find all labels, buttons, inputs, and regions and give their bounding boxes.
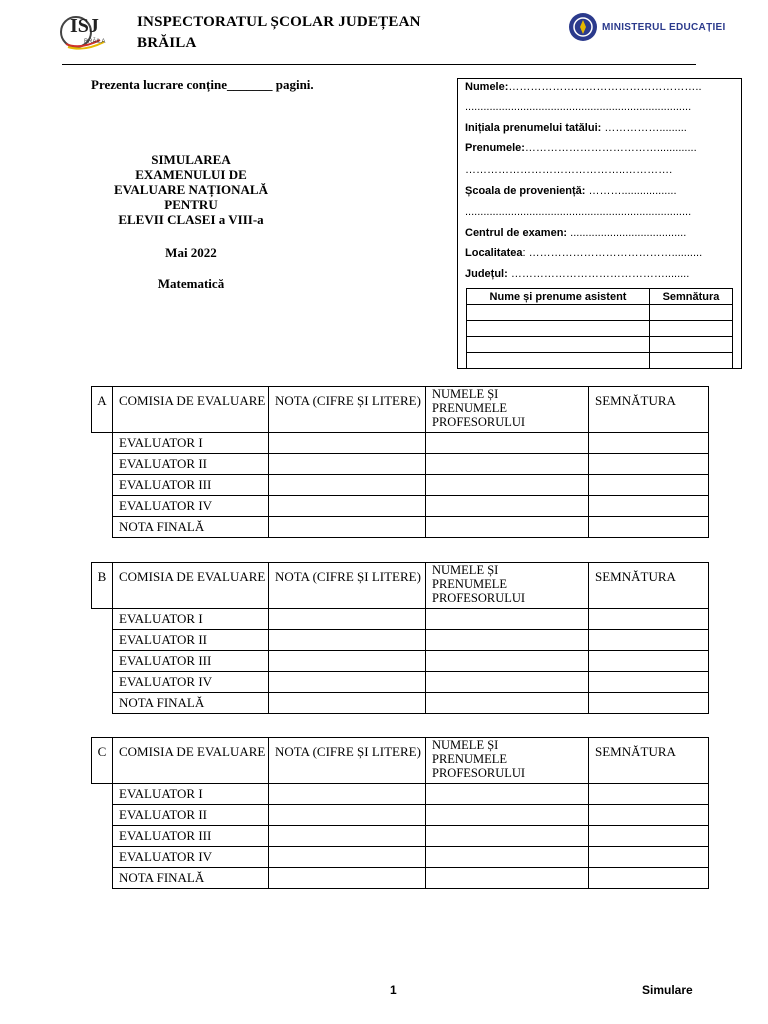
assistant-name-cell[interactable] <box>467 321 650 337</box>
numele-header-line: PRENUMELE <box>432 577 507 591</box>
teacher-name-cell[interactable] <box>426 805 589 826</box>
teacher-name-cell[interactable] <box>426 496 589 517</box>
evaluator-label: EVALUATOR IV <box>113 496 269 517</box>
field-prenume-label: Prenumele: <box>465 142 525 154</box>
isj-logo <box>60 10 116 52</box>
field-prenume[interactable] <box>465 142 735 154</box>
section-letter: B <box>92 563 113 609</box>
exam-title-line: PENTRU <box>164 197 218 212</box>
assistant-table <box>466 288 733 369</box>
final-grade-label: NOTA FINALĂ <box>113 693 269 714</box>
section-letter: A <box>92 387 113 433</box>
numele-header-line: PROFESORULUI <box>432 766 526 780</box>
nota-header: NOTA (CIFRE ȘI LITERE) <box>269 387 426 433</box>
grade-cell[interactable] <box>269 475 426 496</box>
assistant-signature-cell[interactable] <box>650 305 733 321</box>
pages-count-line: Prezenta lucrare conține_______ pagini. <box>91 77 314 92</box>
candidate-info-box <box>457 78 742 369</box>
signature-cell[interactable] <box>589 475 709 496</box>
numele-header <box>426 738 589 784</box>
assistant-signature-cell[interactable] <box>650 353 733 369</box>
nota-header: NOTA (CIFRE ȘI LITERE) <box>269 738 426 784</box>
grade-cell[interactable] <box>269 693 426 714</box>
evaluator-label: EVALUATOR I <box>113 609 269 630</box>
section-letter: C <box>92 738 113 784</box>
evaluator-label: EVALUATOR II <box>113 805 269 826</box>
signature-cell[interactable] <box>589 784 709 805</box>
teacher-name-cell[interactable] <box>426 651 589 672</box>
footer-label: Simulare <box>642 983 693 997</box>
field-localitate-label: Localitatea <box>465 247 523 259</box>
grade-cell[interactable] <box>269 672 426 693</box>
grade-cell[interactable] <box>269 630 426 651</box>
signature-cell[interactable] <box>589 433 709 454</box>
field-prenume-continued[interactable] <box>465 164 735 176</box>
dotted-line: ……………………………………..…………. <box>465 164 673 176</box>
institution-title-line1: INSPECTORATUL ȘCOLAR JUDEȚEAN <box>137 14 421 30</box>
field-centru-label: Centrul de examen: <box>465 227 568 239</box>
field-centru-dots: ...................................... <box>570 227 687 239</box>
assistant-name-cell[interactable] <box>467 305 650 321</box>
grade-cell[interactable] <box>269 609 426 630</box>
evaluation-table-b <box>91 562 709 714</box>
signature-cell[interactable] <box>589 609 709 630</box>
teacher-name-cell[interactable] <box>426 630 589 651</box>
signature-cell[interactable] <box>589 868 709 889</box>
field-initiala[interactable] <box>465 122 735 134</box>
field-prenume-dots: ………………………………............. <box>524 142 697 154</box>
grade-cell[interactable] <box>269 517 426 538</box>
evaluator-label: EVALUATOR III <box>113 651 269 672</box>
ministry-logo <box>568 12 726 42</box>
header-divider <box>62 64 696 65</box>
signature-cell[interactable] <box>589 693 709 714</box>
teacher-name-cell[interactable] <box>426 475 589 496</box>
page-number: 1 <box>390 983 397 997</box>
exam-title-line: SIMULAREA <box>151 152 231 167</box>
teacher-name-cell[interactable] <box>426 454 589 475</box>
ministry-name: MINISTERUL EDUCAȚIEI <box>602 21 726 33</box>
comisia-header: COMISIA DE EVALUARE <box>113 387 269 433</box>
numele-header-line: PROFESORULUI <box>432 415 526 429</box>
grade-cell[interactable] <box>269 805 426 826</box>
final-grade-label: NOTA FINALĂ <box>113 868 269 889</box>
signature-cell[interactable] <box>589 630 709 651</box>
numele-header-line: PROFESORULUI <box>432 591 526 605</box>
grade-cell[interactable] <box>269 826 426 847</box>
assistant-signature-header: Semnătura <box>650 289 733 305</box>
field-scoala-label: Școala de proveniență: <box>465 185 586 197</box>
grade-cell[interactable] <box>269 847 426 868</box>
teacher-name-cell[interactable] <box>426 826 589 847</box>
field-scoala[interactable] <box>465 185 735 197</box>
numele-header <box>426 563 589 609</box>
signature-cell[interactable] <box>589 651 709 672</box>
field-judet[interactable] <box>465 268 735 280</box>
assistant-name-cell[interactable] <box>467 337 650 353</box>
grade-cell[interactable] <box>269 784 426 805</box>
field-numele-continued[interactable] <box>465 101 735 113</box>
field-centru[interactable] <box>465 227 735 239</box>
assistant-signature-cell[interactable] <box>650 337 733 353</box>
exam-title-line: EVALUARE NAȚIONALĂ <box>114 182 268 197</box>
grade-cell[interactable] <box>269 433 426 454</box>
numele-header-line: PRENUMELE <box>432 752 507 766</box>
exam-date: Mai 2022 <box>165 245 217 260</box>
isj-logo-subtext: BRĂILA <box>84 39 106 45</box>
teacher-name-cell[interactable] <box>426 847 589 868</box>
institution-title-line2: BRĂILA <box>137 35 197 51</box>
comisia-header: COMISIA DE EVALUARE <box>113 563 269 609</box>
ministry-crest-icon <box>568 12 598 42</box>
teacher-name-cell[interactable] <box>426 433 589 454</box>
semnatura-header: SEMNĂTURA <box>589 738 709 784</box>
dotted-line: .......................................................................... <box>465 101 692 113</box>
institution-title <box>137 12 421 54</box>
comisia-header: COMISIA DE EVALUARE <box>113 738 269 784</box>
evaluation-table-c <box>91 737 709 889</box>
isj-logo-text: ISJ <box>70 15 99 37</box>
teacher-name-cell[interactable] <box>426 784 589 805</box>
dotted-line: .......................................................................... <box>465 206 692 218</box>
evaluator-label: EVALUATOR III <box>113 826 269 847</box>
field-localitate[interactable] <box>465 247 735 259</box>
evaluation-table-a <box>91 386 709 538</box>
evaluator-label: EVALUATOR II <box>113 454 269 475</box>
signature-cell[interactable] <box>589 517 709 538</box>
numele-header-line: NUMELE ȘI <box>432 387 499 401</box>
teacher-name-cell[interactable] <box>426 672 589 693</box>
exam-title <box>96 152 286 227</box>
assistant-name-header: Nume și prenume asistent <box>467 289 650 305</box>
signature-cell[interactable] <box>589 672 709 693</box>
teacher-name-cell[interactable] <box>426 609 589 630</box>
signature-cell[interactable] <box>589 826 709 847</box>
numele-header-line: NUMELE ȘI <box>432 563 499 577</box>
final-grade-label: NOTA FINALĂ <box>113 517 269 538</box>
signature-cell[interactable] <box>589 454 709 475</box>
field-numele-label: Numele: <box>465 81 509 93</box>
teacher-name-cell[interactable] <box>426 868 589 889</box>
semnatura-header: SEMNĂTURA <box>589 387 709 433</box>
grade-cell[interactable] <box>269 496 426 517</box>
signature-cell[interactable] <box>589 805 709 826</box>
exam-title-line: ELEVII CLASEI a VIII-a <box>118 212 264 227</box>
field-judet-dots: ……………………………………........ <box>510 268 690 280</box>
field-judet-label: Județul: <box>465 268 508 280</box>
evaluator-label: EVALUATOR II <box>113 630 269 651</box>
semnatura-header: SEMNĂTURA <box>589 563 709 609</box>
numele-header-line: PRENUMELE <box>432 401 507 415</box>
grade-cell[interactable] <box>269 868 426 889</box>
field-numele-dots: …………………………………………….. <box>508 81 702 93</box>
assistant-signature-cell[interactable] <box>650 321 733 337</box>
evaluator-label: EVALUATOR III <box>113 475 269 496</box>
field-scoala-dots: ……….................. <box>588 185 677 197</box>
numele-header-line: NUMELE ȘI <box>432 738 499 752</box>
evaluator-label: EVALUATOR I <box>113 433 269 454</box>
evaluator-label: EVALUATOR I <box>113 784 269 805</box>
field-initiala-label: Inițiala prenumelui tatălui: <box>465 122 602 134</box>
nota-header: NOTA (CIFRE ȘI LITERE) <box>269 563 426 609</box>
signature-cell[interactable] <box>589 496 709 517</box>
field-initiala-dots: ……………......... <box>604 122 687 134</box>
field-localitate-dots: : ………………………………….......... <box>522 247 703 259</box>
teacher-name-cell[interactable] <box>426 517 589 538</box>
exam-title-line: EXAMENULUI DE <box>135 167 247 182</box>
numele-header <box>426 387 589 433</box>
assistant-name-cell[interactable] <box>467 353 650 369</box>
grade-cell[interactable] <box>269 454 426 475</box>
signature-cell[interactable] <box>589 847 709 868</box>
teacher-name-cell[interactable] <box>426 693 589 714</box>
exam-subject: Matematică <box>157 276 225 291</box>
field-numele[interactable] <box>465 81 735 93</box>
evaluator-label: EVALUATOR IV <box>113 672 269 693</box>
field-scoala-continued[interactable] <box>465 206 735 218</box>
grade-cell[interactable] <box>269 651 426 672</box>
evaluator-label: EVALUATOR IV <box>113 847 269 868</box>
